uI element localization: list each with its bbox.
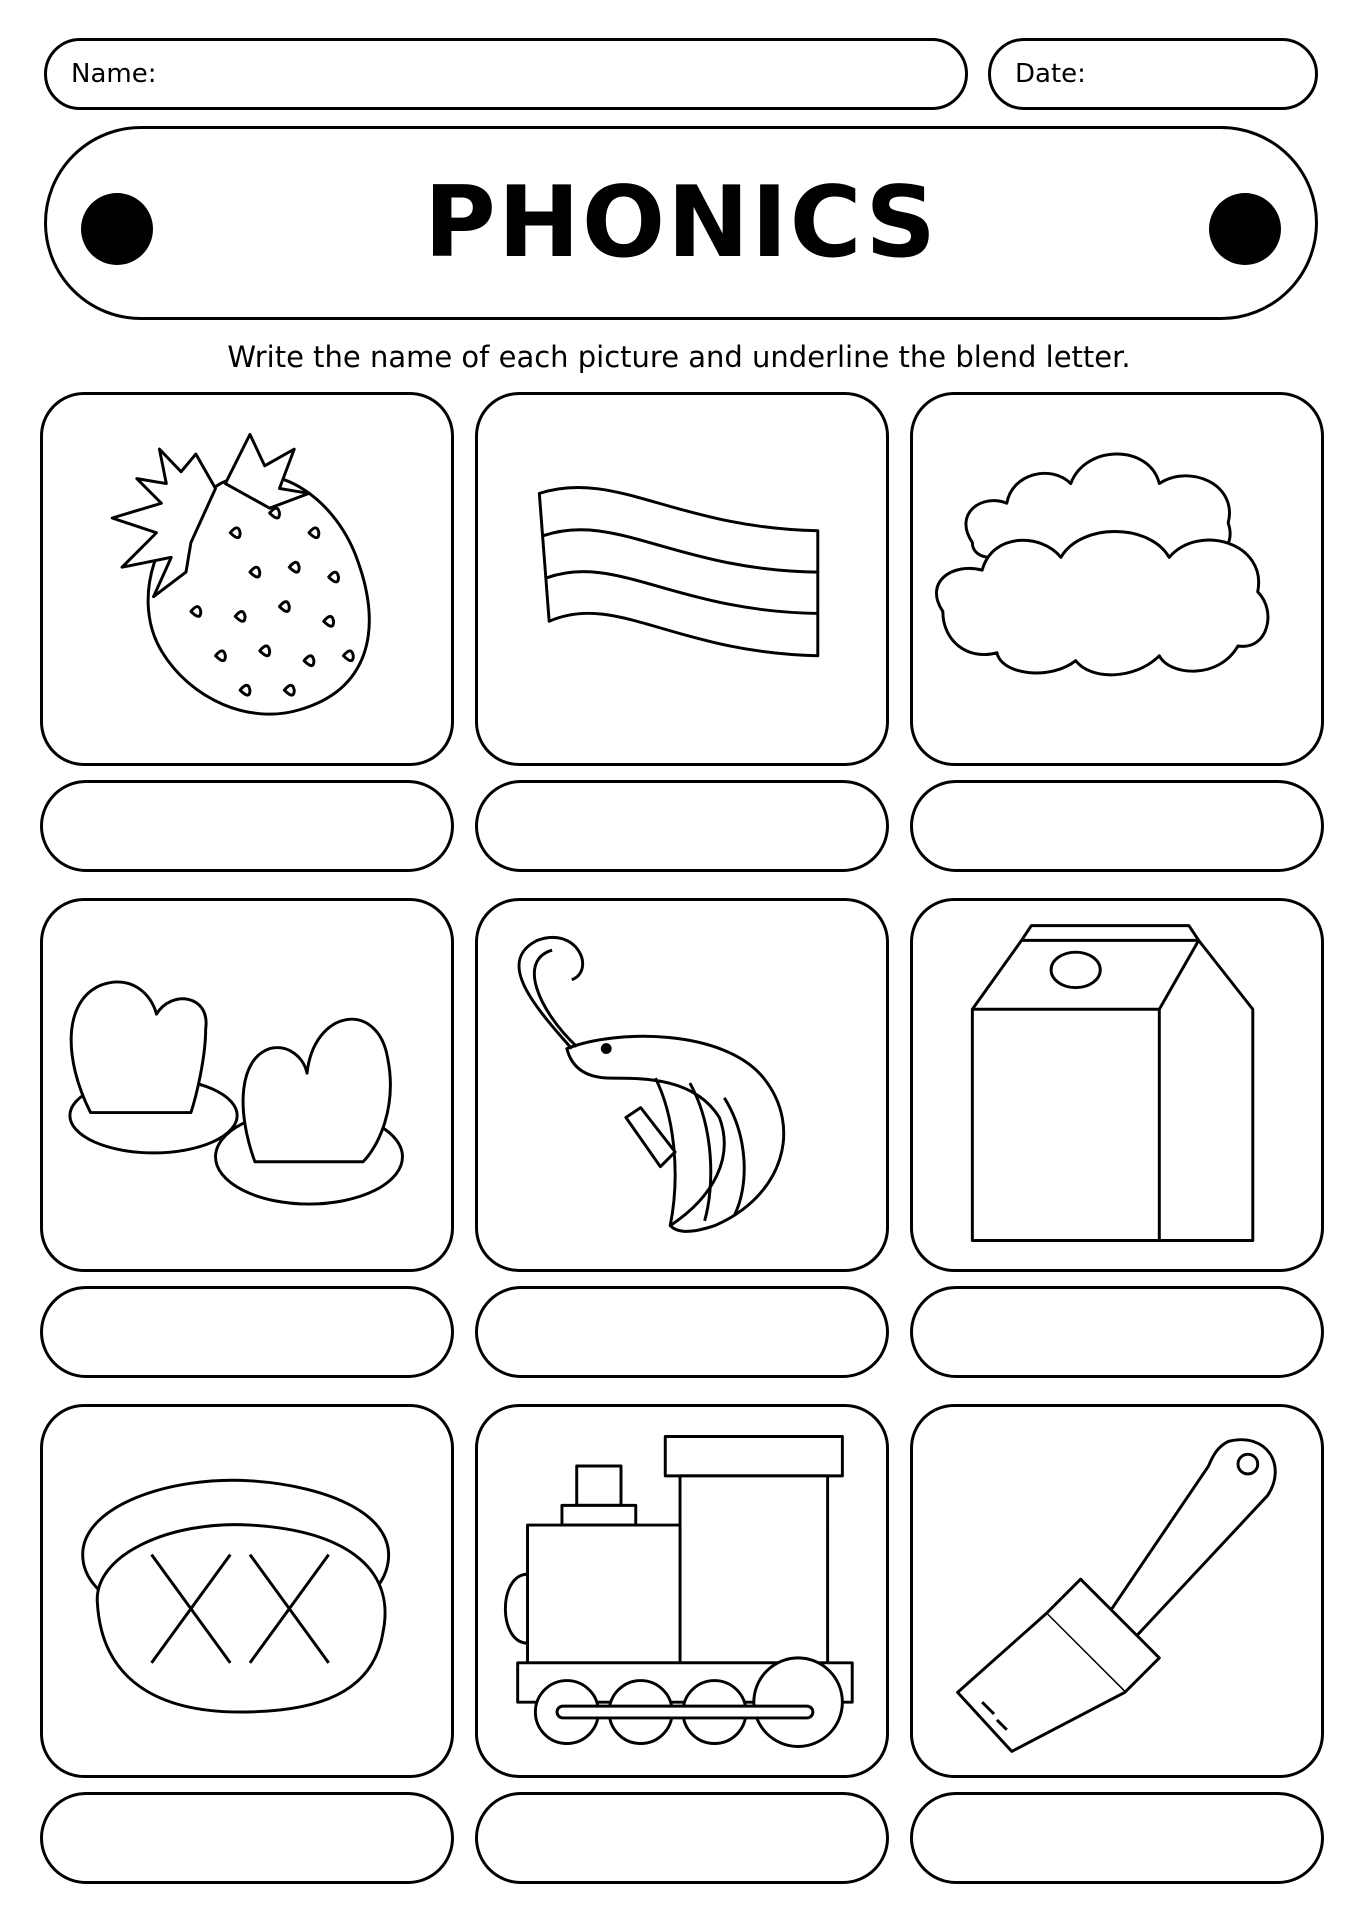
- name-label: Name:: [71, 59, 157, 89]
- left-dot-decoration: [81, 193, 153, 265]
- picture-card-train: [475, 1404, 889, 1778]
- date-label: Date:: [1015, 59, 1086, 89]
- picture-card-bread: [40, 1404, 454, 1778]
- shrimp-icon: [478, 901, 886, 1269]
- picture-card-cloud: [910, 392, 1324, 766]
- answer-box-7[interactable]: [40, 1792, 454, 1884]
- answer-box-9[interactable]: [910, 1792, 1324, 1884]
- name-field[interactable]: [44, 38, 968, 110]
- bread-icon: [43, 1407, 451, 1775]
- flag-icon: [478, 395, 886, 763]
- picture-card-strawberry: [40, 392, 454, 766]
- picture-card-milk-carton: [910, 898, 1324, 1272]
- picture-card-flag: [475, 392, 889, 766]
- strawberry-icon: [43, 395, 451, 763]
- picture-card-shrimp: [475, 898, 889, 1272]
- paintbrush-icon: [913, 1407, 1321, 1775]
- answer-box-8[interactable]: [475, 1792, 889, 1884]
- answer-box-3[interactable]: [910, 780, 1324, 872]
- cloud-icon: [913, 395, 1321, 763]
- answer-box-4[interactable]: [40, 1286, 454, 1378]
- instructions-text: Write the name of each picture and underline the blend letter.: [227, 340, 1131, 374]
- train-icon: [478, 1407, 886, 1775]
- picture-card-paintbrush: [910, 1404, 1324, 1778]
- picture-card-mittens: [40, 898, 454, 1272]
- title-banner: [44, 126, 1318, 320]
- answer-box-6[interactable]: [910, 1286, 1324, 1378]
- date-field[interactable]: [988, 38, 1318, 110]
- answer-box-5[interactable]: [475, 1286, 889, 1378]
- page-title: PHONICS: [424, 166, 938, 280]
- answer-box-2[interactable]: [475, 780, 889, 872]
- milk-carton-icon: [913, 901, 1321, 1269]
- answer-box-1[interactable]: [40, 780, 454, 872]
- mittens-icon: [43, 901, 451, 1269]
- right-dot-decoration: [1209, 193, 1281, 265]
